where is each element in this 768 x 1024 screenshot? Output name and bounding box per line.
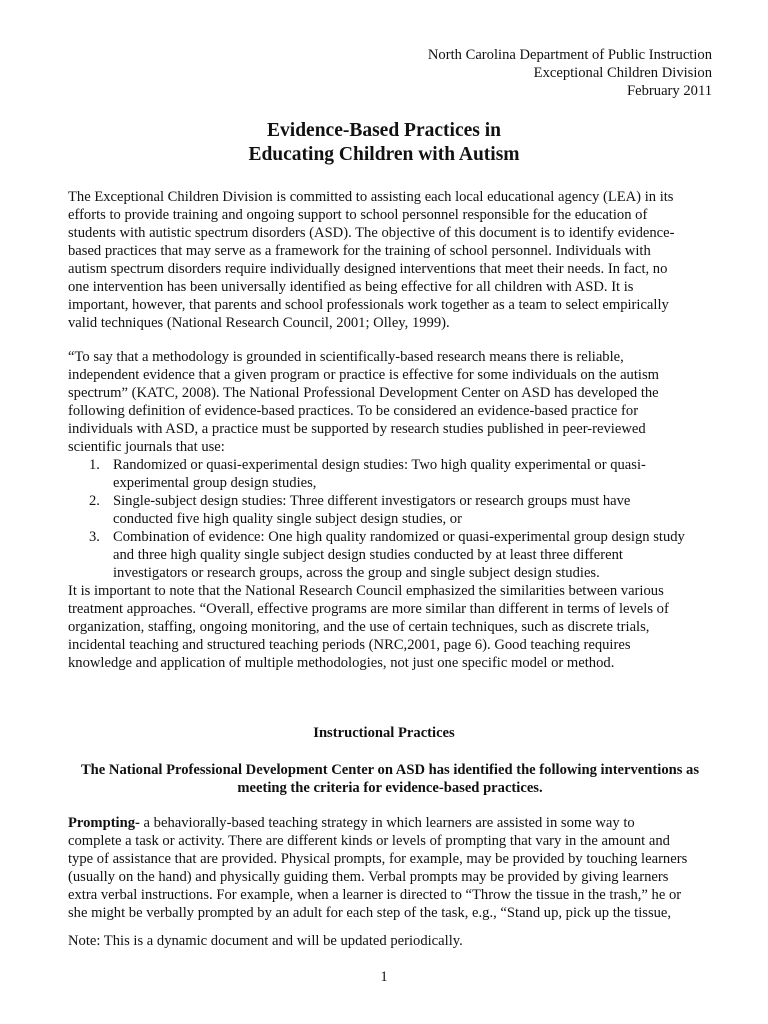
text-line: one intervention has been universally identified as being effective for all children with ASD. It is: [68, 279, 634, 295]
text-line: type of assistance that are provided. Physical prompts, for example, may be provided by touching learners: [68, 851, 688, 867]
prompting-term: Prompting-: [68, 815, 140, 831]
section-subheading: [0, 761, 768, 797]
text-line: “To say that a methodology is grounded in scientifically-based research means there is reliable,: [68, 349, 624, 365]
subheading-line-1: The National Professional Development Center on ASD has identified the following interventions as: [80, 762, 700, 778]
text-line: following definition of evidence-based practices. To be considered an evidence-based practice for: [68, 403, 639, 419]
definition-paragraph: [68, 348, 718, 672]
text-line: treatment approaches. “Overall, effective programs are more similar than different in terms of levels of: [68, 601, 669, 617]
text-line: [68, 814, 718, 832]
prompting-definition-start: a behaviorally-based teaching strategy in which learners are assisted in some way to: [139, 815, 635, 831]
header-division: Exceptional Children Division: [533, 65, 712, 81]
intro-paragraph: [68, 188, 718, 332]
text-line: Randomized or quasi-experimental design studies: Two high quality experimental or quasi-: [113, 457, 646, 473]
text-line: scientific journals that use:: [68, 439, 225, 455]
subheading-line-2: meeting the criteria for evidence-based practices.: [237, 780, 543, 796]
text-line: extra verbal instructions. For example, when a learner is directed to “Throw the tissue in the trash,” he or: [68, 887, 682, 903]
text-line: (usually on the hand) and physically guiding them. Verbal prompts may be provided by giving learners: [68, 869, 669, 885]
text-line: she might be verbally prompted by an adult for each step of the task, e.g., “Stand up, pick up the tissue,: [68, 905, 672, 921]
document-title: [0, 119, 768, 167]
text-line: It is important to note that the National Research Council emphasized the similarities between various: [68, 583, 664, 599]
text-line: complete a task or activity. There are different kinds or levels of prompting that vary in the amount and: [68, 833, 670, 849]
text-line: valid techniques (National Research Council, 2001; Olley, 1999).: [68, 315, 450, 331]
text-line: important, however, that parents and school professionals work together as a team to select empirically: [68, 297, 669, 313]
text-line: based practices that may serve as a framework for the training of school personnel. Individuals with: [68, 243, 651, 259]
text-line: and three high quality single subject design studies conducted by at least three different: [113, 547, 623, 563]
text-line: individuals with ASD, a practice must be supported by research studies published in peer-reviewed: [68, 421, 646, 437]
title-line-2: Educating Children with Autism: [248, 144, 520, 165]
title-line-1: Evidence-Based Practices in: [267, 120, 501, 141]
text-line: knowledge and application of multiple methodologies, not just one specific model or method.: [68, 655, 615, 671]
criteria-list-item: [68, 492, 718, 528]
text-line: autism spectrum disorders require individually designed interventions that meet their needs. In fact, no: [68, 261, 668, 277]
list-number: 2.: [89, 493, 100, 509]
page-number: 1: [380, 969, 388, 985]
list-number: 1.: [89, 457, 100, 473]
text-line: investigators or research groups, across the group and single subject design studies.: [113, 565, 600, 581]
text-line: conducted five high quality single subject design studies, or: [113, 511, 462, 527]
prompting-paragraph: [68, 814, 718, 922]
header-date: February 2011: [627, 83, 712, 99]
text-line: experimental group design studies,: [113, 475, 317, 491]
criteria-list-item: [68, 528, 718, 582]
text-line: organization, staffing, ongoing monitoring, and the use of certain techniques, such as discrete trials,: [68, 619, 650, 635]
text-line: students with autistic spectrum disorders (ASD). The objective of this document is to identify evidence-: [68, 225, 675, 241]
header-department: North Carolina Department of Public Instruction: [427, 47, 712, 63]
list-number: 3.: [89, 529, 100, 545]
header-block: [428, 46, 712, 100]
text-line: Single-subject design studies: Three different investigators or research groups must have: [113, 493, 631, 509]
text-line: Combination of evidence: One high quality randomized or quasi-experimental group design study: [113, 529, 685, 545]
text-line: The Exceptional Children Division is committed to assisting each local educational agency (LEA) in its: [68, 189, 674, 205]
text-line: efforts to provide training and ongoing support to school personnel responsible for the education of: [68, 207, 648, 223]
criteria-list-item: [68, 456, 718, 492]
text-line: spectrum” (KATC, 2008). The National Professional Development Center on ASD has developed the: [68, 385, 659, 401]
footer-note: Note: This is a dynamic document and will be updated periodically.: [68, 933, 463, 949]
section-heading: Instructional Practices: [313, 725, 455, 741]
text-line: incidental teaching and structured teaching periods (NRC,2001, page 6). Good teaching requires: [68, 637, 631, 653]
text-line: independent evidence that a given program or practice is effective for some individuals on the autism: [68, 367, 659, 383]
